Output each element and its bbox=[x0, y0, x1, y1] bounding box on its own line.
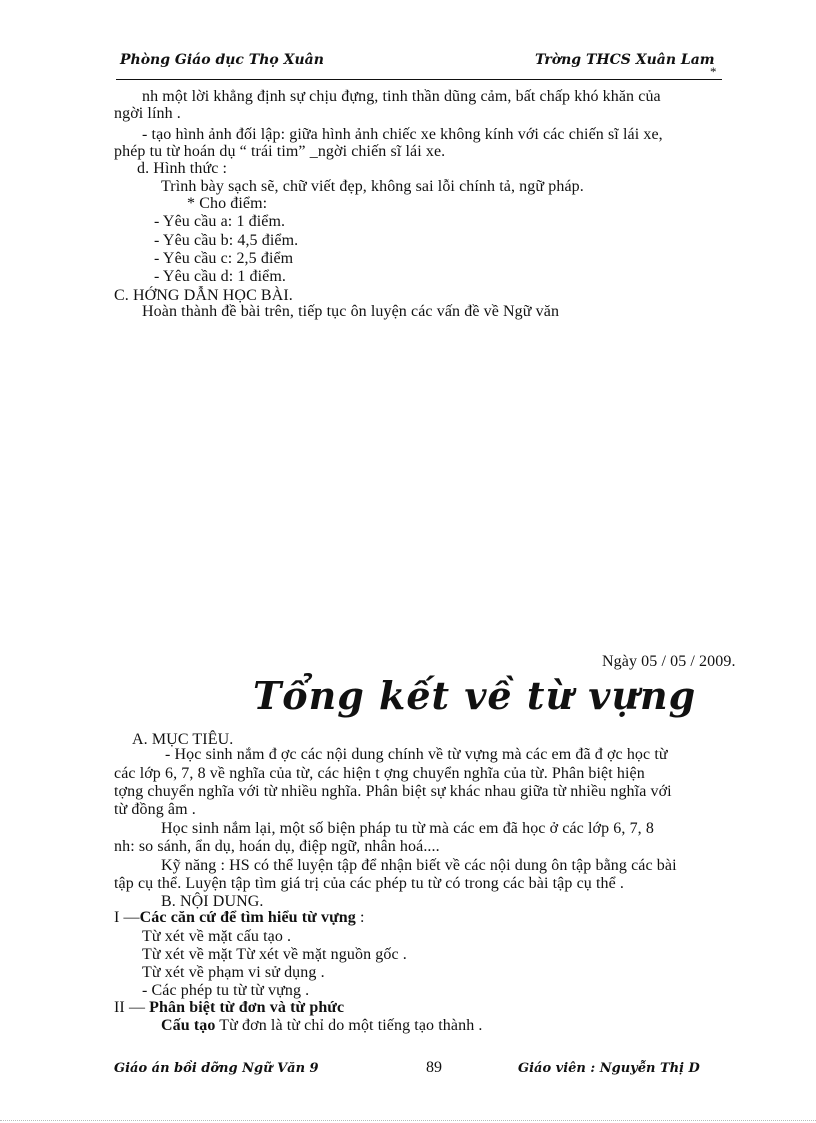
item-2 bbox=[114, 999, 344, 1017]
header-right: Trờng THCS Xuân Lam bbox=[535, 52, 715, 68]
header-rule bbox=[116, 79, 722, 80]
text-line: d. Hình thức : bbox=[137, 160, 228, 177]
item-2-title: Phân biệt từ đơn và từ phức bbox=[149, 999, 345, 1016]
text-line: * Cho điểm: bbox=[187, 195, 268, 212]
text-line: - Các phép tu từ từ vựng . bbox=[142, 982, 310, 999]
footer-left: Giáo án bồi dỡng Ngữ Văn 9 bbox=[114, 1061, 319, 1076]
text-line: - tạo hình ảnh đối lập: giữa hình ảnh chiếc xe không kính với các chiến sĩ lái xe, bbox=[142, 126, 663, 143]
heading-a: A. MỤC TIÊU. bbox=[132, 731, 234, 748]
lesson-date: Ngày 05 / 05 / 2009. bbox=[602, 653, 736, 670]
text-line: - Yêu cầu a: 1 điểm. bbox=[154, 213, 286, 230]
text-line: tợng chuyển nghĩa với từ nhiều nghĩa. Phân biệt sự khác nhau giữa từ nhiều nghĩa với bbox=[114, 783, 672, 800]
text-line: tập cụ thể. Luyện tập tìm giá trị của các phép tu từ có trong các bài tập cụ thể . bbox=[114, 875, 625, 892]
item-2-sub-label: Cấu tạo bbox=[161, 1017, 216, 1034]
page-number: 89 bbox=[426, 1059, 442, 1076]
text-line: Học sinh nắm lại, một số biện pháp tu từ mà các em đã học ở các lớp 6, 7, 8 bbox=[161, 820, 654, 837]
footer-right: Giáo viên : Nguyễn Thị D bbox=[518, 1061, 700, 1076]
text-line: nh một lời khẳng định sự chịu đựng, tinh thần dũng cảm, bất chấp khó khăn của bbox=[142, 88, 661, 105]
header-mark: * bbox=[710, 64, 717, 79]
item-1-prefix: I — bbox=[114, 909, 140, 926]
text-line: - Yêu cầu b: 4,5 điểm. bbox=[154, 232, 299, 249]
text-line: - Yêu cầu d: 1 điểm. bbox=[154, 268, 287, 285]
item-2-sub bbox=[161, 1017, 483, 1035]
item-1 bbox=[114, 909, 365, 927]
text-line: ngời lính . bbox=[114, 105, 181, 122]
section-heading: C. HỚNG DẪN HỌC BÀI. bbox=[114, 287, 293, 304]
text-line: nh: so sánh, ẩn dụ, hoán dụ, điệp ngữ, nhân hoá.... bbox=[114, 838, 440, 855]
item-2-prefix: II — bbox=[114, 999, 150, 1016]
text-line: Từ xét về mặt Từ xét về mặt nguồn gốc . bbox=[142, 946, 407, 963]
text-line: Từ xét về phạm vi sử dụng . bbox=[142, 964, 325, 981]
text-line: các lớp 6, 7, 8 về nghĩa của từ, các hiện t ợng chuyển nghĩa của từ. Phân biệt hiện bbox=[114, 765, 645, 782]
header-left: Phòng Giáo dục Thọ Xuân bbox=[120, 52, 324, 68]
item-1-suffix: : bbox=[355, 909, 365, 926]
item-2-sub-text: Từ đơn là từ chỉ do một tiếng tạo thành . bbox=[215, 1017, 483, 1034]
text-line: phép tu từ hoán dụ “ trái tim” _ngời chiến sĩ lái xe. bbox=[114, 143, 446, 160]
item-1-title: Các căn cứ để tìm hiểu từ vựng bbox=[139, 909, 356, 926]
text-line: - Học sinh nắm đ ợc các nội dung chính về từ vựng mà các em đã đ ợc học từ bbox=[165, 746, 668, 763]
lesson-title: Tổng kết về từ vựng bbox=[253, 673, 697, 718]
text-line: Trình bày sạch sẽ, chữ viết đẹp, không sai lỗi chính tả, ngữ pháp. bbox=[161, 178, 584, 195]
text-line: từ đồng âm . bbox=[114, 801, 196, 818]
text-line: - Yêu cầu c: 2,5 điểm bbox=[154, 250, 294, 267]
text-line: Hoàn thành đề bài trên, tiếp tục ôn luyện các vấn đề về Ngữ văn bbox=[142, 303, 560, 320]
text-line: Từ xét về mặt cấu tạo . bbox=[142, 928, 292, 945]
page-edge bbox=[0, 1120, 816, 1121]
heading-b: B. NỘI DUNG. bbox=[161, 893, 264, 910]
text-line: Kỹ năng : HS có thể luyện tập để nhận biết về các nội dung ôn tập bằng các bài bbox=[161, 857, 677, 874]
